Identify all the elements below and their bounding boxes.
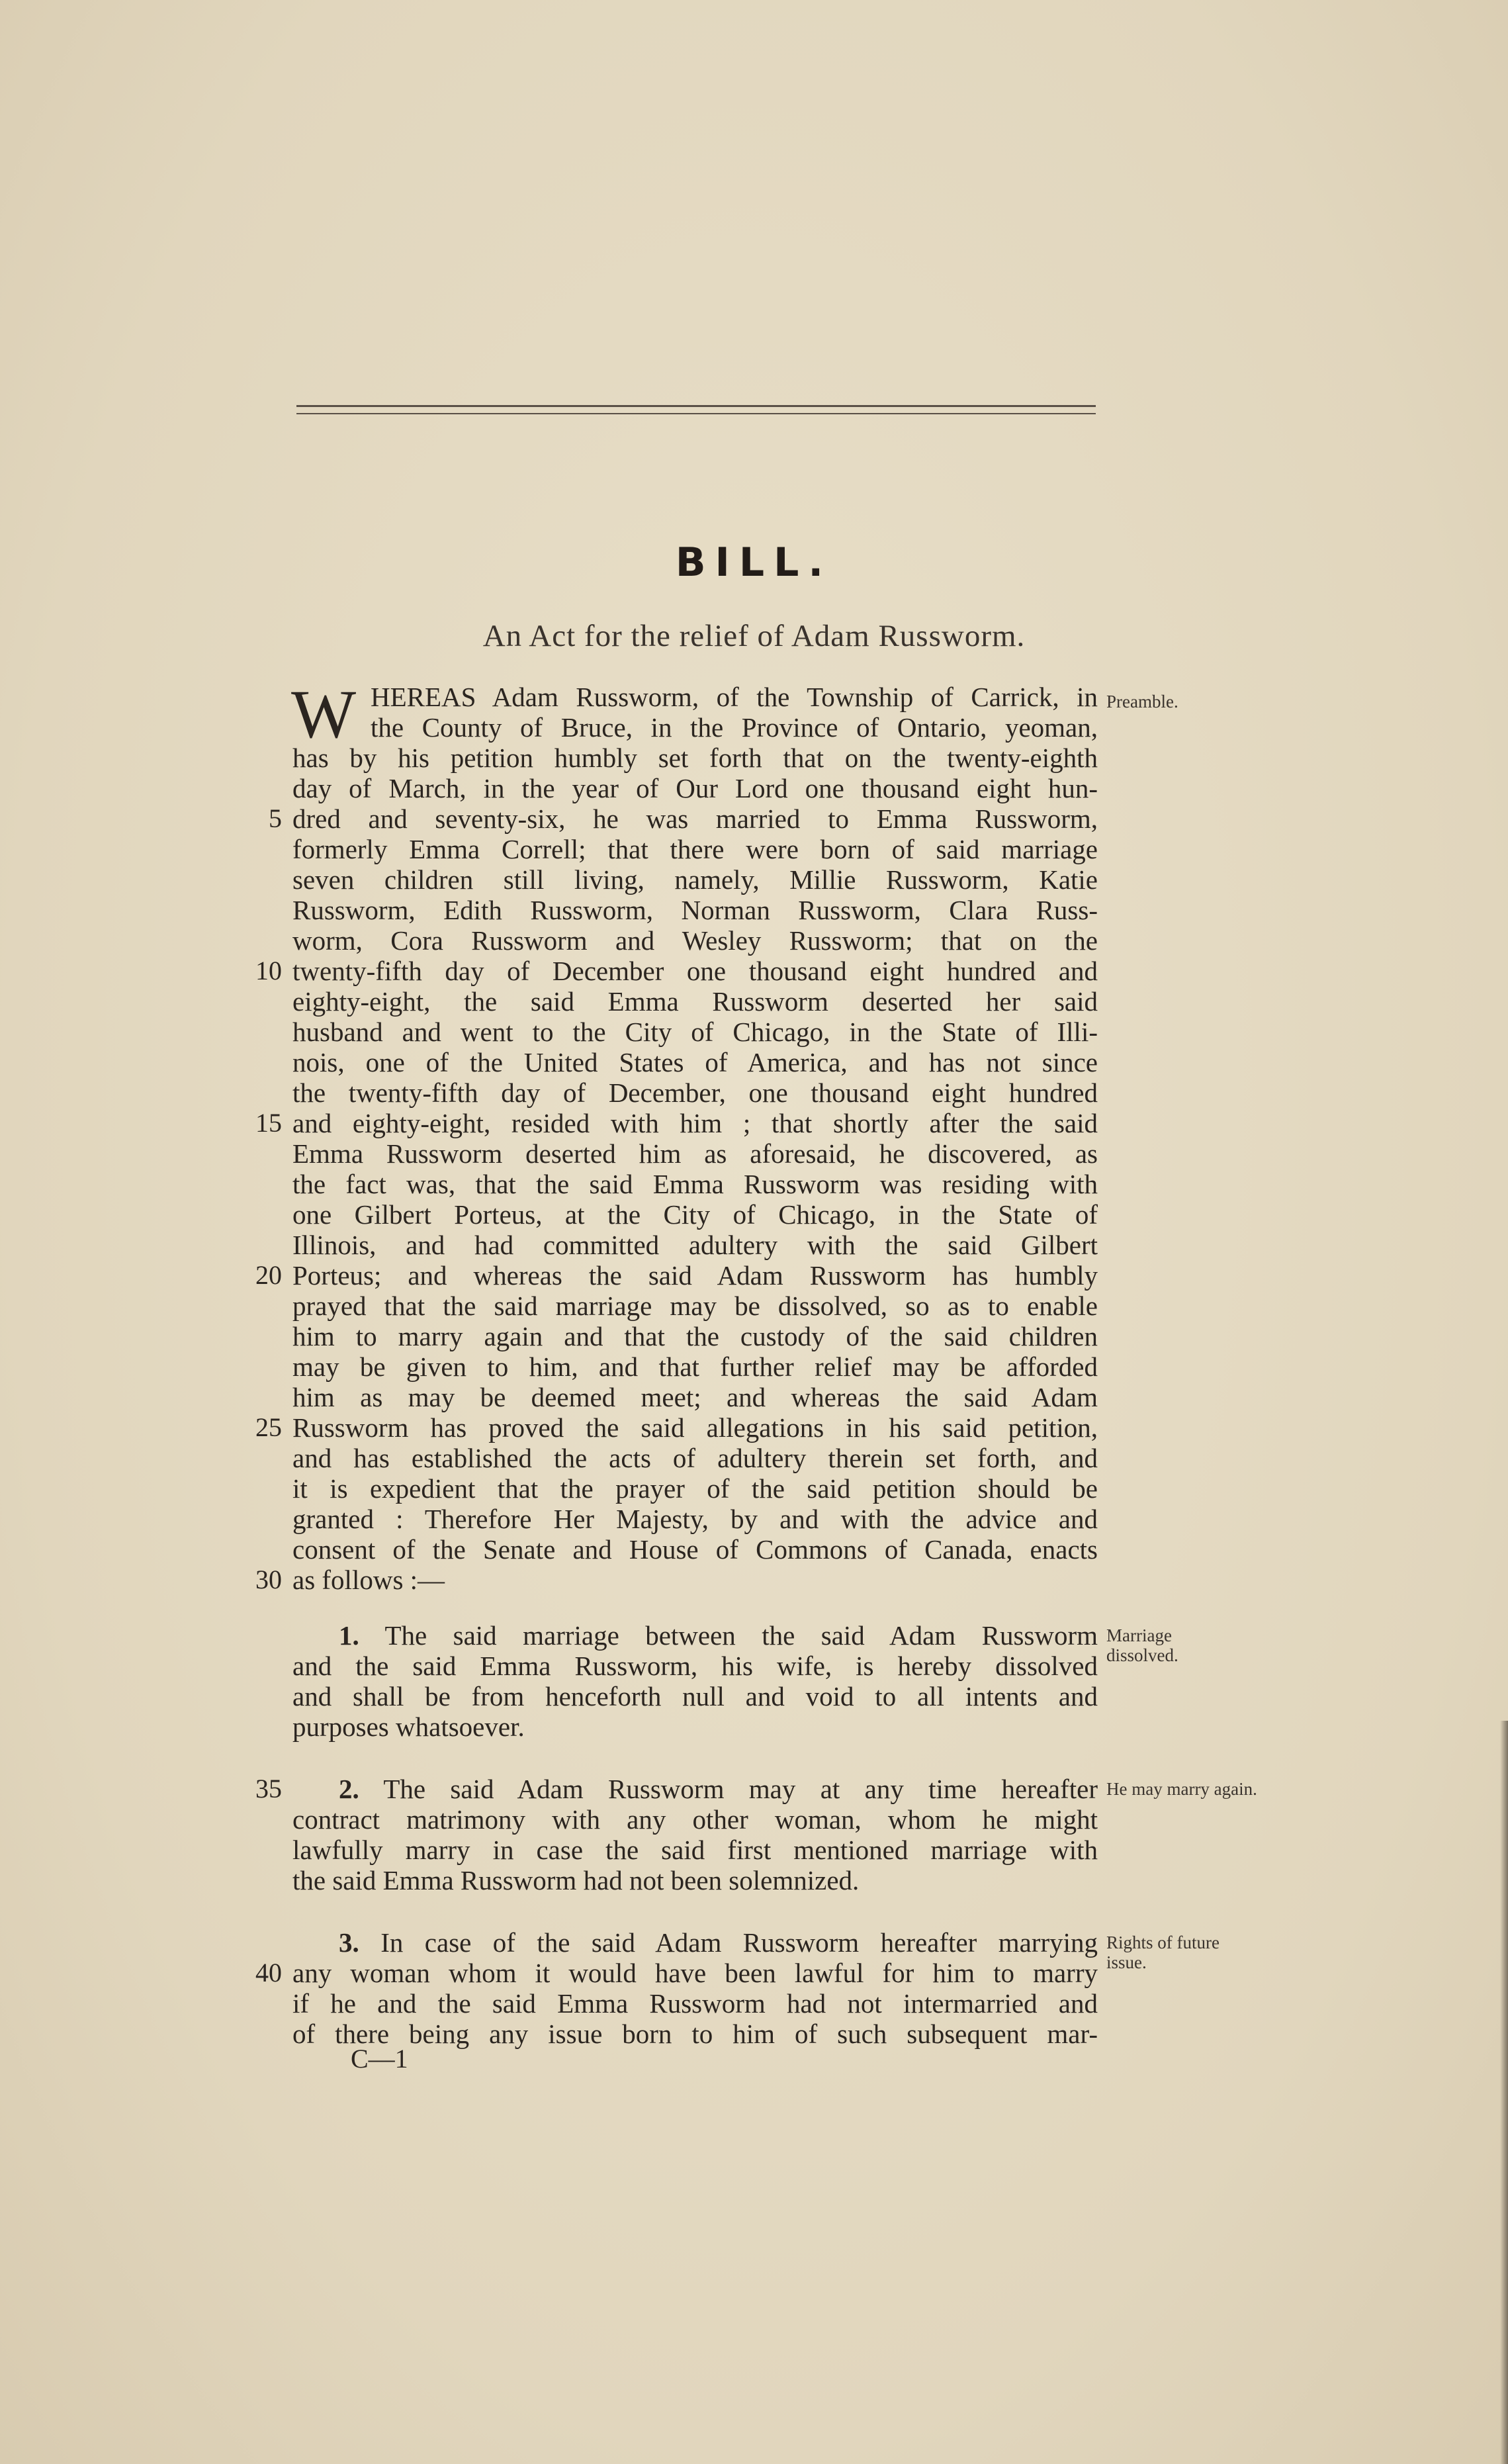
text-line: prayed that the said marriage may be dissolved, so as to enable [292,1291,1098,1321]
text-line: and has established the acts of adultery therein set forth, and [292,1443,1098,1473]
header-rule-top [296,405,1096,407]
text-line: granted : Therefore Her Majesty, by and with the advice and [292,1504,1098,1534]
text-line: the County of Bruce, in the Province of Ontario, yeoman, [371,712,1098,743]
text-line: and eighty-eight, resided with him ; that shortly after the said [292,1108,1098,1138]
text-line: HEREAS Adam Russworm, of the Township of Carrick, in [371,682,1098,712]
line-number: 30 [255,1565,282,1594]
text-line: and the said Emma Russworm, his wife, is hereby dissolved [292,1651,1098,1681]
text-line: Emma Russworm deserted him as aforesaid, he discovered, as [292,1138,1098,1169]
text-line: dred and seventy-six, he was married to Emma Russworm, [292,803,1098,834]
text-line: consent of the Senate and House of Commons of Canada, enacts [292,1534,1098,1565]
text-line: of there being any issue born to him of such subsequent mar- [292,2019,1098,2049]
text-line: it is expedient that the prayer of the said petition should be [292,1473,1098,1504]
text-line: day of March, in the year of Our Lord one thousand eight hun- [292,773,1098,803]
signature-mark: C—1 [351,2044,408,2074]
section-3-line: 3. In case of the said Adam Russworm hereafter marrying [339,1927,1098,1958]
text-line: lawfully marry in case the said first mentioned marriage with [292,1835,1098,1865]
margin-note-may-marry: He may marry again. [1106,1779,1257,1799]
text-line: may be given to him, and that further relief may be afforded [292,1351,1098,1382]
text-line: the said Emma Russworm had not been solemnized. [292,1865,860,1895]
text-line: husband and went to the City of Chicago, in the State of Illi- [292,1017,1098,1047]
text-line: as follows :— [292,1565,445,1595]
text-line: twenty-fifth day of December one thousand eight hundred and [292,956,1098,986]
section-number: 3. [339,1927,359,1958]
line-number: 15 [255,1108,282,1138]
section-2-line: 2. The said Adam Russworm may at any time hereafter [339,1774,1098,1804]
text-line: him as may be deemed meet; and whereas the said Adam [292,1382,1098,1412]
text-line: and shall be from henceforth null and void to all intents and [292,1681,1098,1711]
header-rule-bottom [296,413,1096,414]
text-line: him to marry again and that the custody of the said children [292,1321,1098,1351]
page-edge-shadow [1500,1721,1508,2464]
bill-title: BILL. [675,539,833,586]
text-line: eighty-eight, the said Emma Russworm deserted her said [292,986,1098,1017]
text-line: any woman whom it would have been lawful for him to marry [292,1958,1098,1988]
drop-cap: W [291,676,357,753]
text-line: one Gilbert Porteus, at the City of Chicago, in the State of [292,1199,1098,1230]
text-line: the fact was, that the said Emma Russworm was residing with [292,1169,1098,1199]
margin-note-marriage-dissolved: Marriage dissolved. [1106,1625,1178,1665]
text-line: Illinois, and had committed adultery with the said Gilbert [292,1230,1098,1260]
text-line: Russworm, Edith Russworm, Norman Russworm, Clara Russ- [292,895,1098,925]
text-line: contract matrimony with any other woman, whom he might [292,1804,1098,1835]
bill-subtitle: An Act for the relief of Adam Russworm. [482,619,1026,653]
text-line: the twenty-fifth day of December, one thousand eight hundred [292,1077,1098,1108]
text-line: purposes whatsoever. [292,1711,525,1742]
text-line: seven children still living, namely, Millie Russworm, Katie [292,864,1098,895]
margin-note-rights-future-issue: Rights of future issue. [1106,1933,1220,1972]
line-number: 35 [255,1774,282,1803]
line-number: 5 [269,803,282,833]
text-line: if he and the said Emma Russworm had not intermarried and [292,1988,1098,2019]
text-line: has by his petition humbly set forth that on the twenty-eighth [292,743,1098,773]
line-number: 40 [255,1958,282,1987]
section-1-line: 1. The said marriage between the said Adam Russworm [339,1620,1098,1651]
section-number: 2. [339,1774,359,1804]
text-line: formerly Emma Correll; that there were born of said marriage [292,834,1098,864]
margin-note-preamble: Preamble. [1106,692,1178,711]
section-number: 1. [339,1620,359,1651]
text-line: nois, one of the United States of America, and has not since [292,1047,1098,1077]
line-number: 10 [255,956,282,985]
line-number: 20 [255,1260,282,1290]
line-number: 25 [255,1412,282,1442]
text-line: worm, Cora Russworm and Wesley Russworm; that on the [292,925,1098,956]
text-line: Russworm has proved the said allegations in his said petition, [292,1412,1098,1443]
text-line: Porteus; and whereas the said Adam Russworm has humbly [292,1260,1098,1291]
